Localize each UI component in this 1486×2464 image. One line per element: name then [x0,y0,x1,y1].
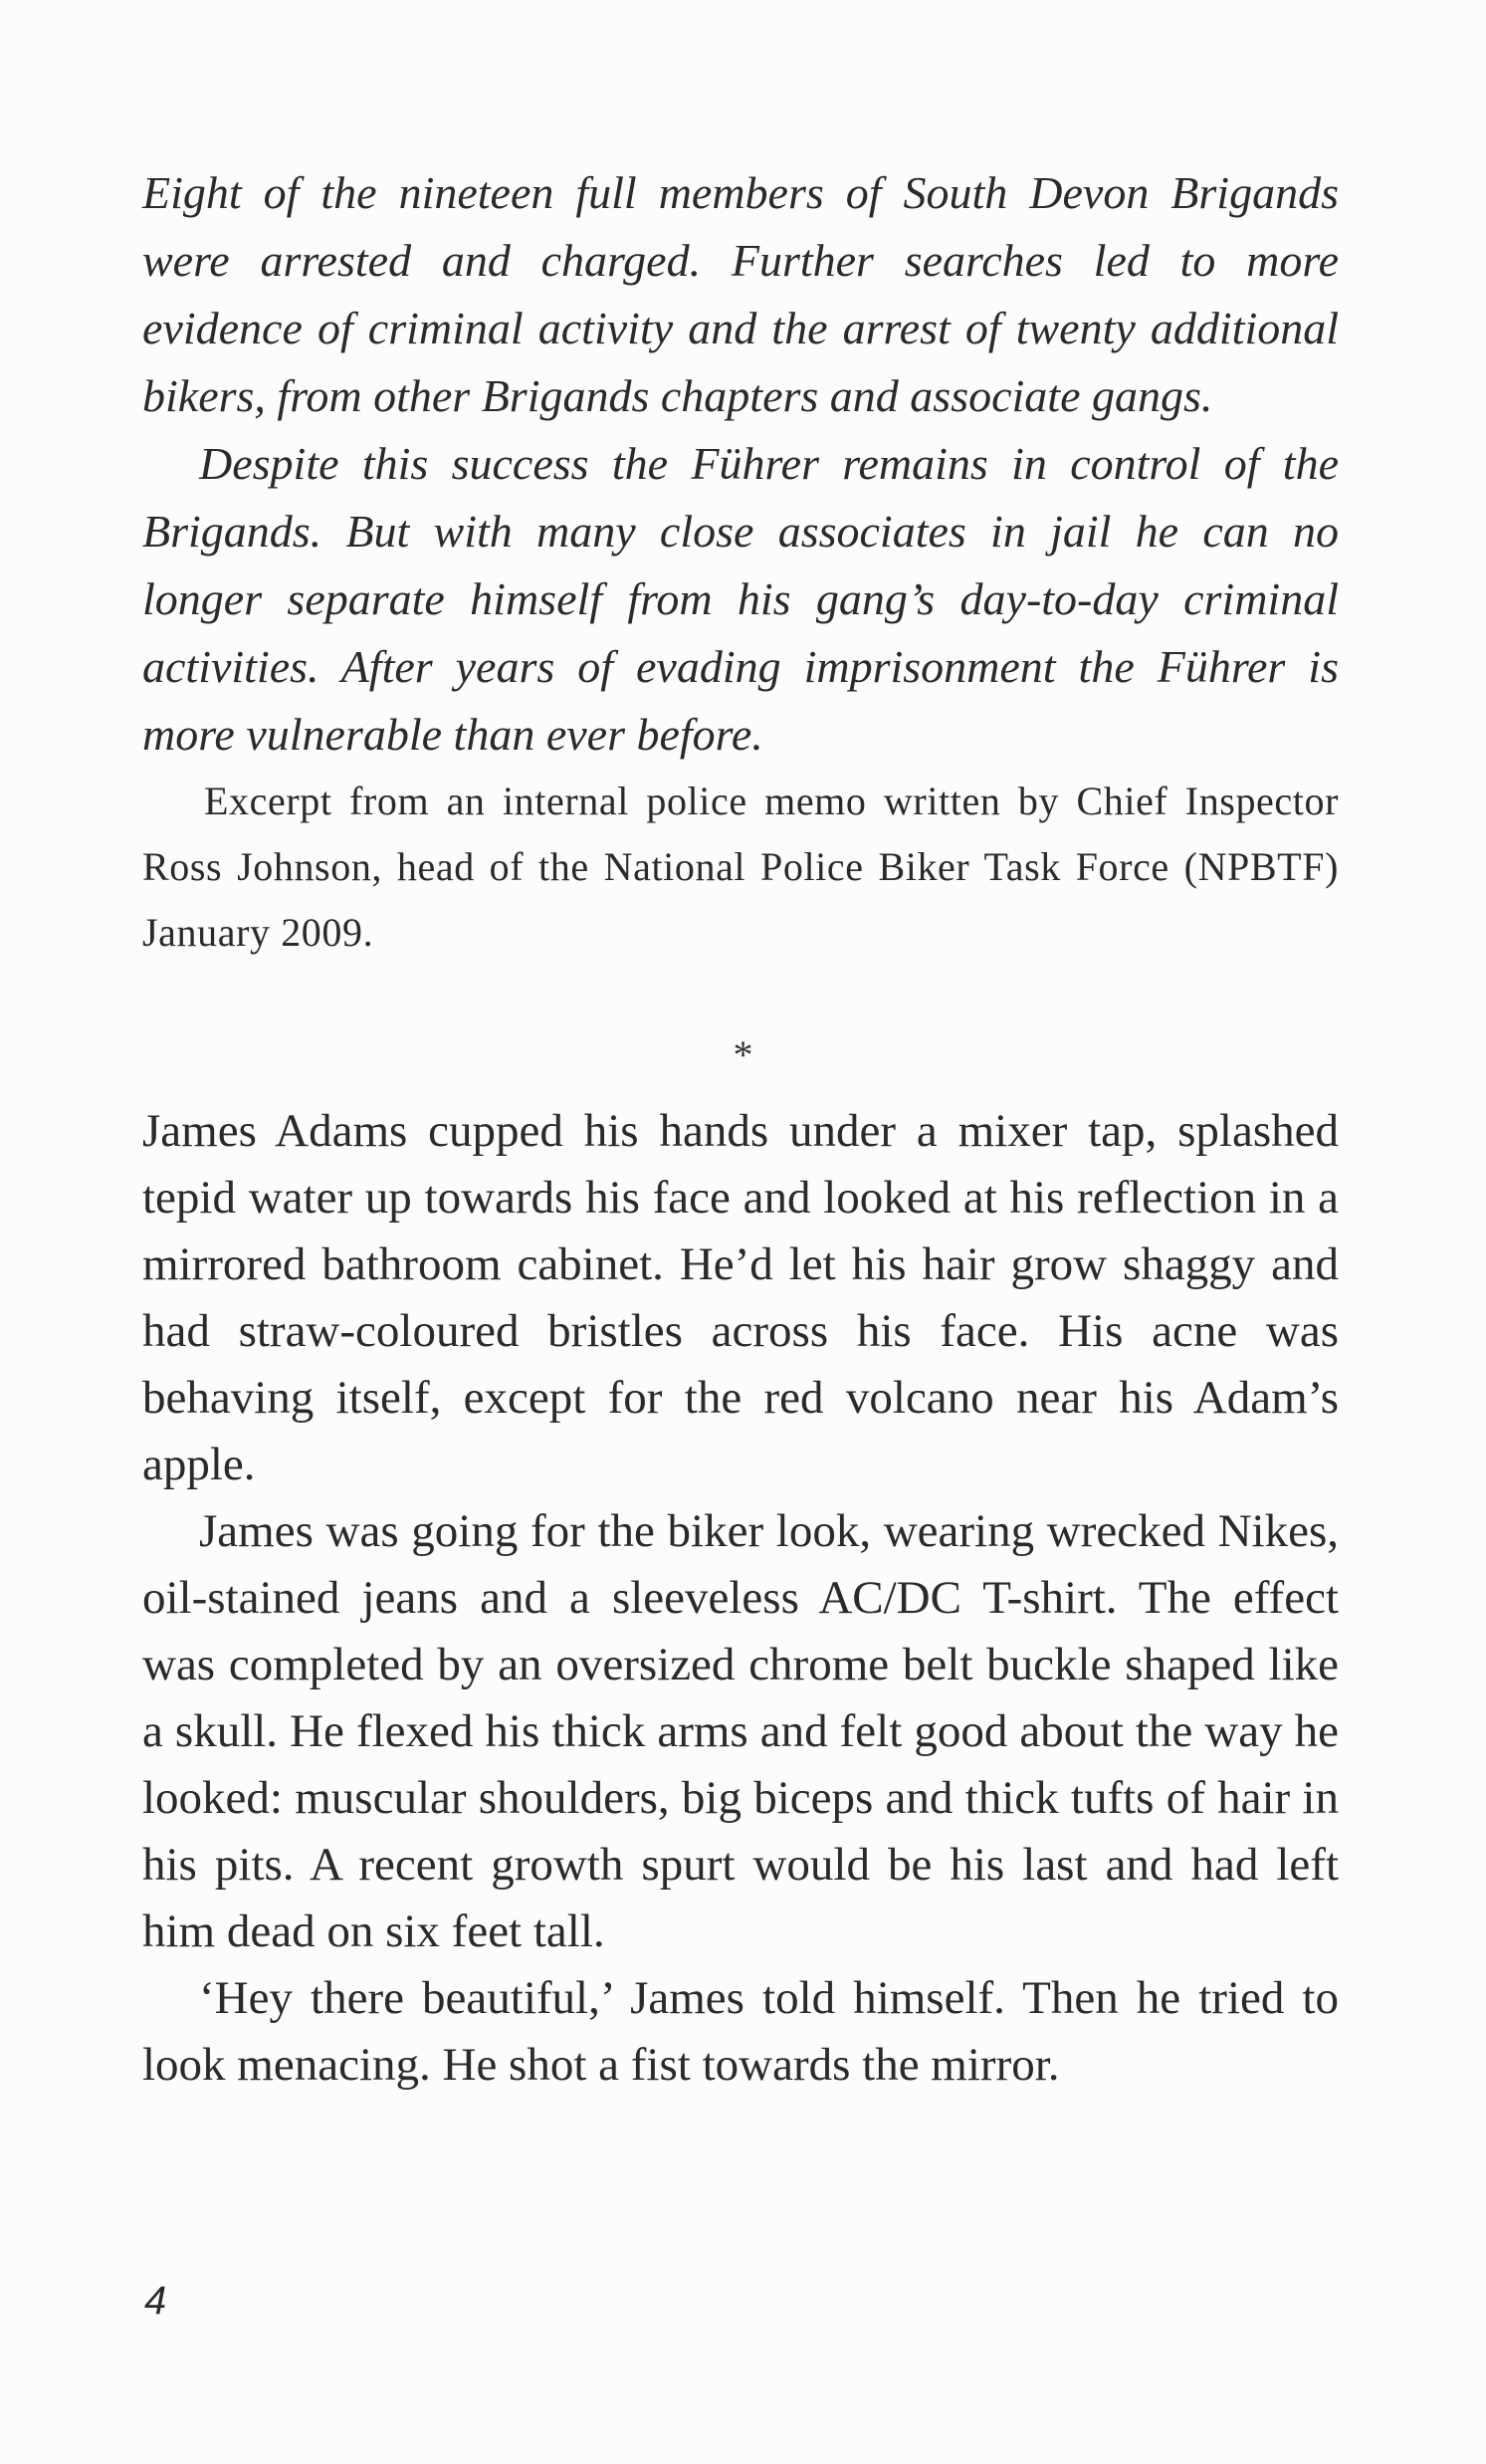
story-text [142,1098,1339,2099]
page-number: 4 [144,2279,167,2323]
story-paragraph-2: James was going for the biker look, wearing wrecked Nikes, oil-stained jeans and a sleeveless AC/DC T-shirt. The effect was completed by an oversized chrome belt buckle shaped like a skull. He flexed his thick arms and felt good about the way he looked: muscular shoulders, big biceps and thick tufts of hair in his pits. A recent growth spurt would be his last and had left him dead on six feet tall. [142,1505,1339,1957]
memo-paragraph-1: Eight of the nineteen full members of South Devon Brigands were arrested and charged. Further searches led to more evidence of criminal activity and the arrest of twenty additional bikers, from other Brigands chapters and associate gangs. [142,167,1339,421]
section-break-asterisk: * [733,1032,753,1077]
memo-paragraph-2: Despite this success the Führer remains in control of the Brigands. But with many close associates in jail he can no longer separate himself from his gang’s day-to-day criminal activities. After years of evading imprisonment the Führer is more vulnerable than ever before. [142,438,1339,760]
memo-attribution: Excerpt from an internal police memo written by Chief Inspector Ross Johnson, head of the National Police Biker Task Force (NPBTF) January 2009. [142,779,1339,955]
story-paragraph-3: ‘Hey there beautiful,’ James told himself. Then he tried to look menacing. He shot a fist towards the mirror. [142,1972,1339,2091]
police-memo-excerpt [142,159,1339,769]
story-paragraph-1: James Adams cupped his hands under a mixer tap, splashed tepid water up towards his face and looked at his reflection in a mirrored bathroom cabinet. He’d let his hair grow shaggy and had straw-coloured bristles across his face. His acne was behaving itself, except for the red volcano near his Adam’s apple. [142,1105,1339,1490]
